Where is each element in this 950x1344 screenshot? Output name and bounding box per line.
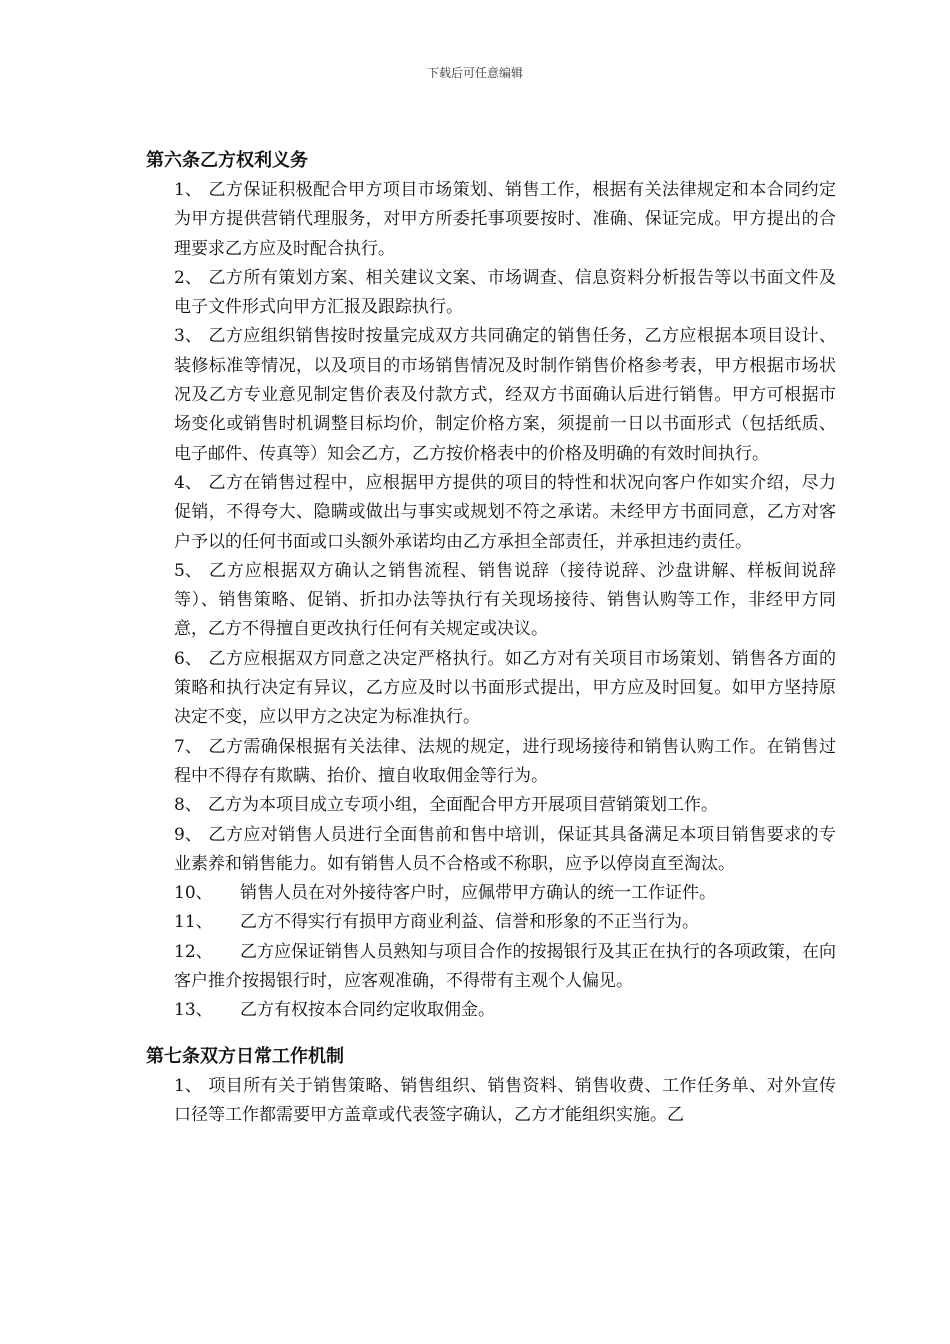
clause-text: 项目所有关于销售策略、销售组织、销售资料、销售收费、工作任务单、对外宣传口径等工作都需要甲方盖章或代表签字确认，乙方才能组织实施。乙 <box>174 1075 836 1125</box>
clause-text: 乙方所有策划方案、相关建议文案、市场调查、信息资料分析报告等以书面文件及电子文件形式向甲方汇报及跟踪执行。 <box>174 267 836 318</box>
clause-text: 乙方不得实行有损甲方商业利益、信誉和形象的不正当行为。 <box>240 912 699 933</box>
clause-text: 乙方应根据双方确认之销售流程、销售说辞（接待说辞、沙盘讲解、样板间说辞等）、销售策略、促销、折扣办法等执行有关现场接待、销售认购等工作，非经甲方同意，乙方不得擅自更改执行任何有关规定或决议。 <box>174 560 836 640</box>
clause-number: 13、 <box>174 1000 213 1021</box>
section-7 <box>146 1042 836 1131</box>
clause-item <box>146 1072 836 1131</box>
clause-number: 6、 <box>174 648 202 669</box>
clause-item <box>146 557 836 645</box>
clause-number: 2、 <box>174 267 202 288</box>
clause-item <box>146 821 836 880</box>
clause-item <box>146 791 836 820</box>
page-header: 下载后可任意编辑 <box>426 66 523 80</box>
section-title: 第七条双方日常工作机制 <box>146 1045 344 1067</box>
clause-number: 3、 <box>174 326 202 347</box>
clause-number: 1、 <box>174 1075 202 1096</box>
clause-text: 乙方有权按本合同约定收取佣金。 <box>240 1000 495 1021</box>
clause-text: 乙方为本项目成立专项小组，全面配合甲方开展项目营销策划工作。 <box>208 795 718 816</box>
clause-text: 乙方应根据双方同意之决定严格执行。如乙方对有关项目市场策划、销售各方面的策略和执行决定有异议，乙方应及时以书面形式提出，甲方应及时回复。如甲方坚持原决定不变，应以甲方之决定为标准执行。 <box>174 648 836 728</box>
clause-item <box>146 938 836 997</box>
clause-item <box>146 264 836 323</box>
clause-number: 7、 <box>174 736 202 757</box>
clause-text: 乙方应保证销售人员熟知与项目合作的按揭银行及其正在执行的各项政策，在向客户推介按揭银行时，应客观准确，不得带有主观个人偏见。 <box>174 941 836 992</box>
clause-item <box>146 996 836 1025</box>
clause-number: 9、 <box>174 824 202 845</box>
clause-number: 12、 <box>174 941 213 962</box>
clause-item <box>146 879 836 908</box>
clause-item <box>146 645 836 733</box>
clause-text: 乙方保证积极配合甲方项目市场策划、销售工作，根据有关法律规定和本合同约定为甲方提供营销代理服务，对甲方所委托事项要按时、准确、保证完成。甲方提出的合理要求乙方应及时配合执行。 <box>174 180 836 259</box>
clause-number: 11、 <box>174 912 213 933</box>
document-body <box>146 146 836 1130</box>
clause-text: 销售人员在对外接待客户时，应佩带甲方确认的统一工作证件。 <box>240 883 716 904</box>
clause-item <box>146 176 836 264</box>
clause-text: 乙方应对销售人员进行全面售前和售中培训，保证其具备满足本项目销售要求的专业素养和销售能力。如有销售人员不合格或不称职，应予以停岗直至淘汰。 <box>174 824 836 874</box>
clause-item <box>146 322 836 468</box>
clause-item <box>146 733 836 792</box>
clause-text: 乙方需确保根据有关法律、法规的规定，进行现场接待和销售认购工作。在销售过程中不得存有欺瞒、抬价、擅自收取佣金等行为。 <box>174 736 836 786</box>
clause-item <box>146 908 836 937</box>
clause-text: 乙方在销售过程中，应根据甲方提供的项目的特性和状况向客户作如实介绍，尽力促销，不得夸大、隐瞒或做出与事实或规划不符之承诺。未经甲方书面同意，乙方对客户予以的任何书面或口头额外承诺均由乙方承担全部责任，并承担违约责任。 <box>174 472 836 552</box>
clause-number: 10、 <box>174 883 213 904</box>
section-title: 第六条乙方权利义务 <box>146 150 308 171</box>
clause-number: 1、 <box>174 180 202 200</box>
clause-number: 4、 <box>174 472 202 493</box>
section-6 <box>146 146 836 1026</box>
clause-text: 乙方应组织销售按时按量完成双方共同确定的销售任务，乙方应根据本项目设计、装修标准等情况，以及项目的市场销售情况及时制作销售价格参考表，甲方根据市场状况及乙方专业意见制定售价表及付款方式，经双方书面确认后进行销售。甲方可根据市场变化或销售时机调整目标均价，制定价格方案，须提前一日以书面形式（包括纸质、电子邮件、传真等）知会乙方，乙方按价格表中的价格及明确的有效时间执行。 <box>174 326 836 464</box>
clause-number: 8、 <box>174 795 202 816</box>
clause-item <box>146 469 836 557</box>
clause-number: 5、 <box>174 560 202 581</box>
clause-list <box>146 176 836 1026</box>
clause-list <box>146 1072 836 1131</box>
